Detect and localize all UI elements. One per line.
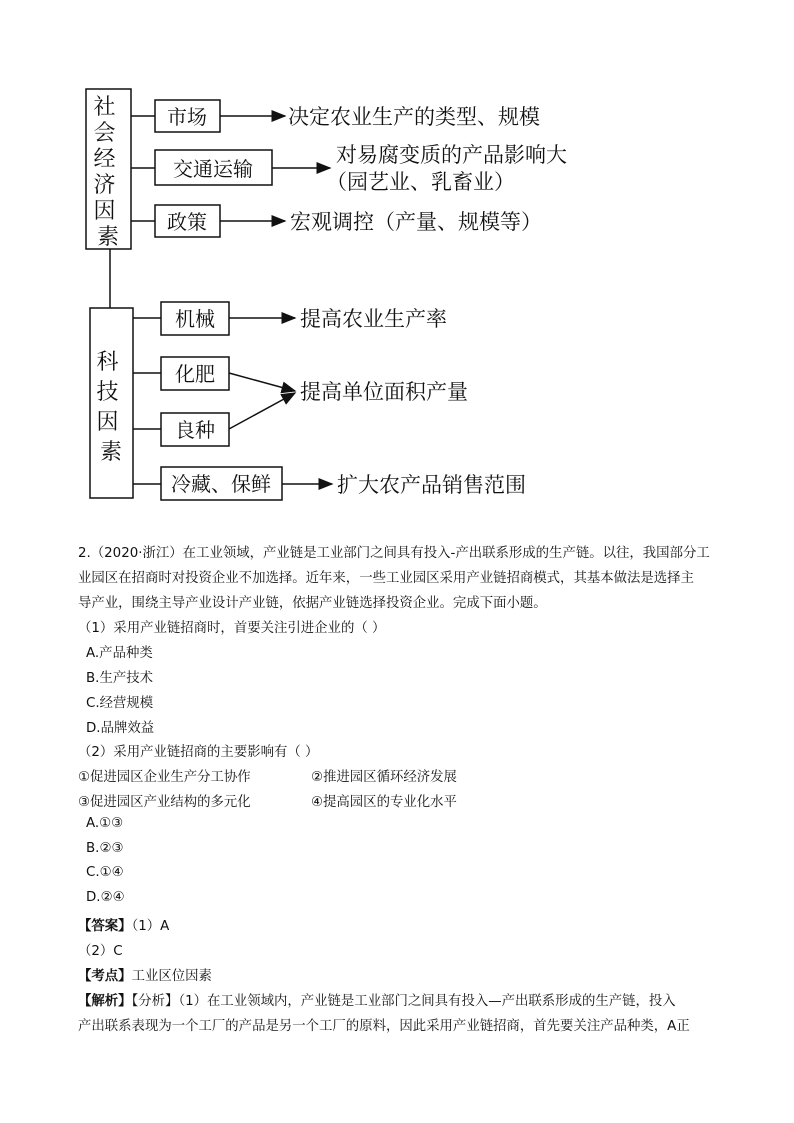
q2-statement-1: ①促进园区企业生产分工协作 [78, 770, 251, 785]
tech-factors-title: 科 技 因 素 [96, 350, 123, 465]
q1-option-b: B.生产技术 [86, 671, 154, 686]
policy-effect: 宏观调控（产量、规模等） [290, 210, 542, 234]
answer-1: （1）A [131, 919, 170, 934]
market-label: 市场 [167, 105, 207, 129]
machinery-label: 机械 [175, 307, 215, 331]
policy-label: 政策 [167, 210, 207, 234]
q2-option-b: B.②③ [86, 841, 124, 856]
q2-statements-row-1 [78, 766, 457, 785]
cold-storage-label: 冷藏、保鲜 [171, 472, 271, 496]
machinery-effect: 提高农业生产率 [300, 307, 447, 331]
market-effect: 决定农业生产的类型、规模 [288, 105, 540, 129]
q2-statement-2: ②推进园区循环经济发展 [311, 770, 457, 785]
question-1: （1）采用产业链招商时，首要关注引进企业的（ ） [78, 621, 386, 636]
answer-row [78, 915, 169, 934]
answer-label: 【答案】 [78, 919, 132, 934]
q2-option-c: C.①④ [86, 865, 124, 880]
question-intro-line-3: 导产业，围绕主导产业设计产业链，依据产业链选择投资企业。完成下面小题。 [78, 596, 547, 611]
point-text: 工业区位因素 [131, 969, 212, 984]
answer-2: （2）C [78, 944, 123, 959]
transport-effect-note: （园艺业、乳畜业） [326, 170, 515, 194]
point-row [78, 965, 212, 984]
point-label: 【考点】 [78, 969, 132, 984]
q2-option-a: A.①③ [86, 816, 124, 831]
q2-statements-row-2 [78, 791, 457, 810]
question-2: （2）采用产业链招商的主要影响有（ ） [78, 745, 319, 760]
transport-effect: 对易腐变质的产品影响大 [336, 143, 567, 167]
analysis-line-2: 产出联系表现为一个工厂的产品是另一个工厂的原料，因此采用产业链招商，首先要关注产品种类，A正 [78, 1019, 690, 1034]
yield-effect: 提高单位面积产量 [300, 380, 468, 404]
social-factors-title: 社 会 经 济 因 素 [93, 95, 120, 250]
q1-option-d: D.品牌效益 [86, 721, 155, 736]
fertilizer-label: 化肥 [175, 362, 215, 386]
analysis-label: 【解析】 [78, 994, 132, 1009]
q1-option-a: A.产品种类 [86, 646, 153, 661]
question-intro-line-2: 业园区在招商时对投资企业不加选择。近年来，一些工业园区采用产业链招商模式，其基本做法是选择主 [78, 571, 694, 586]
q2-statement-4: ④提高园区的专业化水平 [311, 795, 457, 810]
analysis-row-1 [78, 990, 676, 1009]
analysis-line-1: 【分析】（1）在工业领域内，产业链是工业部门之间具有投入—产出联系形成的生产链，投入 [131, 994, 676, 1009]
q2-statement-3: ③促进园区产业结构的多元化 [78, 795, 251, 810]
transport-label: 交通运输 [173, 157, 253, 181]
agriculture-factors-diagram [0, 0, 794, 510]
q2-option-d: D.②④ [86, 890, 125, 905]
cold-storage-effect: 扩大农产品销售范围 [337, 473, 526, 497]
question-intro-line-1: 2.（2020·浙江）在工业领域，产业链是工业部门之间具有投入-产出联系形成的生产链。以往，我国部分工 [78, 546, 710, 561]
q1-option-c: C.经营规模 [86, 696, 154, 711]
seed-label: 良种 [175, 418, 215, 442]
